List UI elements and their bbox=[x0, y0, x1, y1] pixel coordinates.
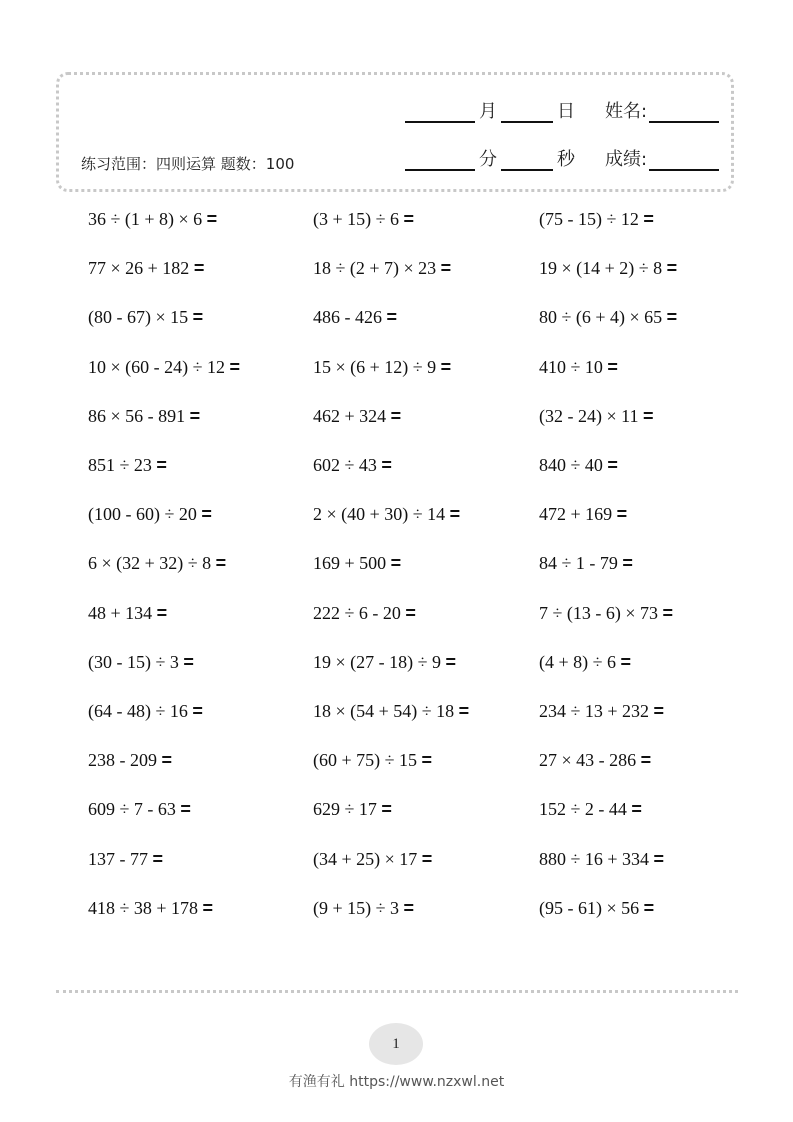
problem-item bbox=[539, 745, 651, 775]
equals-sign: = bbox=[607, 455, 618, 475]
problem-item bbox=[88, 352, 240, 382]
problem-expression: 6 × (32 + 32) ÷ 8 bbox=[88, 553, 212, 574]
problem-item bbox=[88, 204, 217, 234]
problem-item bbox=[539, 548, 633, 578]
practice-range-label: 练习范围：四则运算 题数：100 bbox=[81, 155, 295, 173]
problem-expression: 152 ÷ 2 - 44 bbox=[539, 799, 627, 820]
problem-expression: 234 ÷ 13 + 232 bbox=[539, 701, 650, 721]
problem-expression: 629 ÷ 17 bbox=[313, 799, 377, 820]
equals-sign: = bbox=[202, 897, 214, 918]
equals-sign: = bbox=[381, 799, 392, 820]
problem-item bbox=[88, 401, 200, 431]
equals-sign: = bbox=[662, 602, 674, 623]
problem-expression: (100 - 60) ÷ 20 bbox=[88, 504, 197, 525]
problem-expression: 418 ÷ 38 + 178 bbox=[88, 897, 199, 918]
problem-row bbox=[88, 450, 728, 480]
problem-item bbox=[539, 844, 664, 874]
problem-expression: 137 - 77 bbox=[88, 848, 148, 869]
equals-sign: = bbox=[390, 405, 402, 426]
equals-sign: = bbox=[180, 799, 191, 820]
problem-expression: 880 ÷ 16 + 334 bbox=[539, 848, 650, 869]
problem-item bbox=[88, 893, 213, 923]
problem-expression: 18 × (54 + 54) ÷ 18 bbox=[313, 701, 455, 721]
problem-row bbox=[88, 794, 728, 824]
problem-expression: 2 × (40 + 30) ÷ 14 bbox=[313, 504, 446, 525]
problem-item bbox=[88, 647, 194, 677]
problem-row bbox=[88, 647, 728, 677]
time-score-row bbox=[405, 149, 719, 171]
equals-sign: = bbox=[206, 209, 218, 229]
problem-expression: (34 + 25) × 17 bbox=[313, 848, 418, 869]
equals-sign: = bbox=[193, 258, 205, 279]
problem-item bbox=[539, 204, 654, 234]
problem-expression: 486 - 426 bbox=[313, 307, 382, 328]
equals-sign: = bbox=[201, 504, 212, 525]
problem-row bbox=[88, 696, 728, 726]
score-label: 成绩: bbox=[605, 149, 648, 170]
problem-item bbox=[88, 745, 172, 775]
equals-sign: = bbox=[215, 553, 227, 574]
equals-sign: = bbox=[152, 848, 164, 869]
problem-item bbox=[313, 204, 414, 234]
equals-sign: = bbox=[449, 504, 461, 525]
problem-item bbox=[88, 253, 204, 283]
problem-row bbox=[88, 401, 728, 431]
name-label: 姓名: bbox=[605, 101, 648, 122]
equals-sign: = bbox=[440, 356, 452, 377]
problem-expression: 602 ÷ 43 bbox=[313, 455, 377, 475]
problem-expression: 10 × (60 - 24) ÷ 12 bbox=[88, 356, 226, 377]
problem-expression: 609 ÷ 7 - 63 bbox=[88, 799, 176, 820]
problem-item bbox=[313, 647, 456, 677]
problem-row bbox=[88, 253, 728, 283]
equals-sign: = bbox=[183, 651, 194, 672]
site-footer: 有渔有礼 https://www.nzxwl.net bbox=[288, 1074, 505, 1090]
equals-sign: = bbox=[189, 405, 201, 426]
problem-item bbox=[88, 844, 163, 874]
equals-sign: = bbox=[156, 602, 168, 623]
equals-sign: = bbox=[381, 455, 392, 475]
problem-expression: 7 ÷ (13 - 6) × 73 bbox=[539, 602, 659, 623]
equals-sign: = bbox=[390, 553, 402, 574]
footer-divider bbox=[56, 990, 738, 993]
problem-expression: 472 + 169 bbox=[539, 504, 613, 525]
equals-sign: = bbox=[192, 701, 203, 721]
problem-expression: 222 ÷ 6 - 20 bbox=[313, 602, 401, 623]
equals-sign: = bbox=[666, 307, 678, 328]
problem-item bbox=[539, 302, 677, 332]
equals-sign: = bbox=[445, 651, 457, 672]
problem-row bbox=[88, 499, 728, 529]
problem-expression: 840 ÷ 40 bbox=[539, 455, 603, 475]
problem-row bbox=[88, 745, 728, 775]
problem-expression: 48 + 134 bbox=[88, 602, 153, 623]
problem-expression: (95 - 61) × 56 bbox=[539, 897, 640, 918]
problem-row bbox=[88, 204, 728, 234]
problem-expression: (64 - 48) ÷ 16 bbox=[88, 701, 188, 721]
problem-item bbox=[313, 844, 432, 874]
equals-sign: = bbox=[156, 455, 167, 475]
problem-row bbox=[88, 598, 728, 628]
equals-sign: = bbox=[620, 651, 632, 672]
day-label: 日 bbox=[557, 101, 575, 122]
problem-expression: (75 - 15) ÷ 12 bbox=[539, 209, 639, 229]
problem-expression: (4 + 8) ÷ 6 bbox=[539, 651, 617, 672]
problem-item bbox=[539, 450, 618, 480]
month-blank[interactable] bbox=[405, 101, 475, 123]
minute-label: 分 bbox=[479, 149, 497, 170]
problem-row bbox=[88, 548, 728, 578]
page-number: 1 bbox=[392, 1035, 400, 1052]
problem-expression: 19 × (14 + 2) ÷ 8 bbox=[539, 258, 663, 279]
problem-row bbox=[88, 893, 728, 923]
problem-expression: (32 - 24) × 11 bbox=[539, 405, 639, 426]
equals-sign: = bbox=[192, 307, 204, 328]
minute-blank[interactable] bbox=[405, 149, 475, 171]
problem-item bbox=[539, 401, 653, 431]
problem-expression: 18 ÷ (2 + 7) × 23 bbox=[313, 258, 437, 279]
equals-sign: = bbox=[607, 356, 618, 377]
equals-sign: = bbox=[640, 750, 652, 771]
problem-expression: (9 + 15) ÷ 3 bbox=[313, 897, 400, 918]
problem-expression: 27 × 43 - 286 bbox=[539, 750, 637, 771]
equals-sign: = bbox=[642, 405, 654, 426]
equals-sign: = bbox=[643, 897, 655, 918]
day-blank[interactable] bbox=[501, 101, 553, 123]
problem-item bbox=[88, 548, 226, 578]
problem-item bbox=[313, 302, 397, 332]
problem-item bbox=[313, 352, 451, 382]
equals-sign: = bbox=[666, 258, 678, 279]
problem-expression: 84 ÷ 1 - 79 bbox=[539, 553, 618, 574]
equals-sign: = bbox=[631, 799, 642, 820]
problem-row bbox=[88, 302, 728, 332]
equals-sign: = bbox=[622, 553, 633, 574]
problem-expression: 169 + 500 bbox=[313, 553, 387, 574]
problem-expression: 15 × (6 + 12) ÷ 9 bbox=[313, 356, 437, 377]
name-blank[interactable] bbox=[649, 101, 719, 123]
problem-expression: 36 ÷ (1 + 8) × 6 bbox=[88, 209, 203, 229]
problem-item bbox=[88, 598, 167, 628]
problem-item bbox=[88, 696, 203, 726]
equals-sign: = bbox=[421, 848, 433, 869]
problem-item bbox=[313, 499, 460, 529]
problem-item bbox=[88, 450, 167, 480]
problem-expression: (80 - 67) × 15 bbox=[88, 307, 189, 328]
problem-item bbox=[313, 794, 392, 824]
problem-item bbox=[313, 450, 392, 480]
problem-item bbox=[88, 302, 203, 332]
equals-sign: = bbox=[386, 307, 398, 328]
equals-sign: = bbox=[403, 209, 415, 229]
problem-item bbox=[539, 499, 627, 529]
problem-item bbox=[313, 598, 416, 628]
problem-expression: 77 × 26 + 182 bbox=[88, 258, 190, 279]
problem-expression: (30 - 15) ÷ 3 bbox=[88, 651, 179, 672]
second-blank[interactable] bbox=[501, 149, 553, 171]
equals-sign: = bbox=[421, 750, 433, 771]
problem-item bbox=[313, 401, 401, 431]
equals-sign: = bbox=[161, 750, 173, 771]
problem-expression: 86 × 56 - 891 bbox=[88, 405, 186, 426]
problem-item bbox=[539, 598, 673, 628]
page-number-badge bbox=[369, 1023, 423, 1065]
problem-item bbox=[313, 253, 451, 283]
problem-item bbox=[539, 794, 642, 824]
equals-sign: = bbox=[643, 209, 654, 229]
problem-expression: 851 ÷ 23 bbox=[88, 455, 152, 475]
second-label: 秒 bbox=[557, 149, 575, 170]
problem-row bbox=[88, 844, 728, 874]
problem-expression: 462 + 324 bbox=[313, 405, 387, 426]
equals-sign: = bbox=[229, 356, 241, 377]
equals-sign: = bbox=[440, 258, 452, 279]
problem-item bbox=[539, 893, 654, 923]
problem-expression: 80 ÷ (6 + 4) × 65 bbox=[539, 307, 663, 328]
equals-sign: = bbox=[653, 848, 665, 869]
equals-sign: = bbox=[405, 602, 416, 623]
problem-item bbox=[313, 893, 414, 923]
problem-item bbox=[313, 745, 432, 775]
worksheet-header bbox=[56, 72, 734, 192]
problem-item bbox=[539, 696, 664, 726]
problem-row bbox=[88, 352, 728, 382]
problem-expression: (3 + 15) ÷ 6 bbox=[313, 209, 400, 229]
equals-sign: = bbox=[616, 504, 628, 525]
problem-expression: 19 × (27 - 18) ÷ 9 bbox=[313, 651, 442, 672]
problem-item bbox=[313, 548, 401, 578]
month-label: 月 bbox=[479, 101, 497, 122]
problem-expression: 410 ÷ 10 bbox=[539, 356, 603, 377]
problem-expression: 238 - 209 bbox=[88, 750, 157, 771]
date-name-row bbox=[405, 101, 719, 123]
score-blank[interactable] bbox=[649, 149, 719, 171]
equals-sign: = bbox=[653, 701, 665, 721]
equals-sign: = bbox=[458, 701, 470, 721]
problem-item bbox=[88, 794, 191, 824]
problem-item bbox=[88, 499, 212, 529]
equals-sign: = bbox=[403, 897, 415, 918]
problem-expression: (60 + 75) ÷ 15 bbox=[313, 750, 418, 771]
problem-item bbox=[313, 696, 469, 726]
problem-item bbox=[539, 253, 677, 283]
problem-item bbox=[539, 647, 631, 677]
problem-item bbox=[539, 352, 618, 382]
